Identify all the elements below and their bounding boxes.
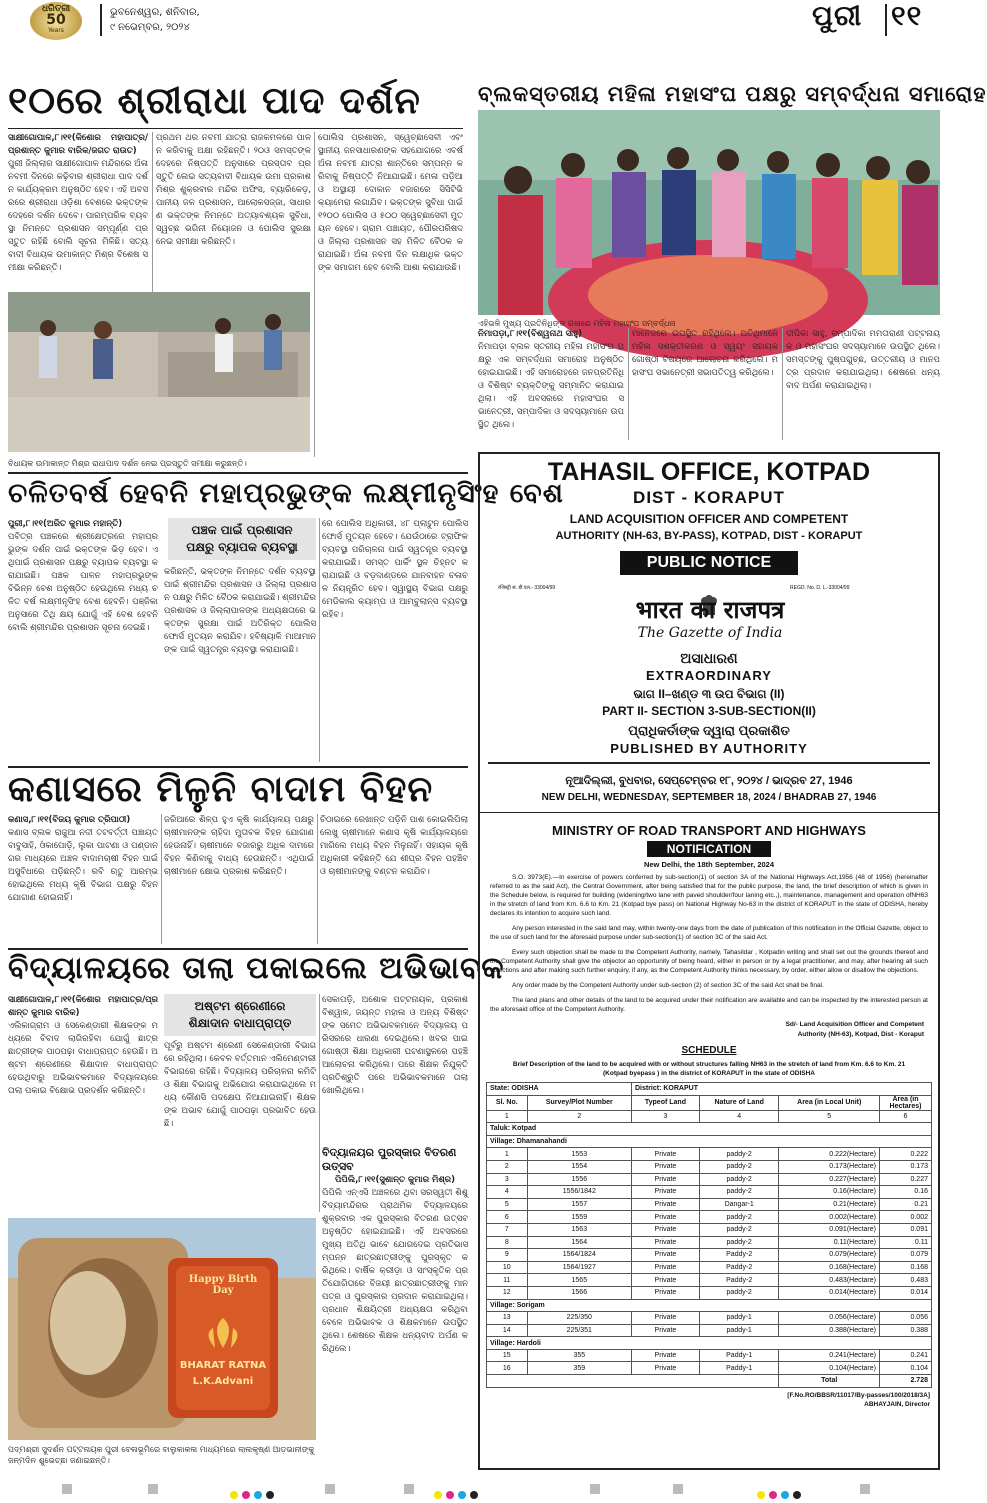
notification-date: New Delhi, the 18th September, 2024: [643, 860, 775, 869]
story2-col1: [478, 328, 624, 440]
table-cell: 7: [487, 1223, 528, 1236]
section-rule: [8, 472, 468, 474]
table-cell: Private: [631, 1211, 699, 1224]
table-cell: 0.21: [880, 1198, 932, 1211]
table-cell: 0.16(Hectare): [779, 1186, 880, 1199]
story3-subhead-box: [168, 518, 316, 560]
table-cell: 0.079(Hectare): [779, 1249, 880, 1262]
table-row: [487, 1211, 932, 1224]
logo-years: Years: [48, 27, 64, 34]
table-cell: 16: [487, 1362, 528, 1375]
story3-subhead-line2: ପକ୍ଷରୁ ବ୍ୟାପକ ବ୍ୟବସ୍ଥା: [186, 540, 298, 554]
table-cell: 0.173: [880, 1160, 932, 1173]
sand-text-name: L.K.Advani: [192, 1376, 254, 1387]
table-cell: 0.079: [880, 1249, 932, 1262]
state-label: State: ODISHA: [487, 1083, 632, 1096]
table-cell: paddy-2: [699, 1186, 779, 1199]
table-cell: 2: [487, 1160, 528, 1173]
gazette-date-en: NEW DELHI, WEDNESDAY, SEPTEMBER 18, 2024 / BHADRAB 27, 1946: [541, 792, 877, 803]
table-row: [487, 1324, 932, 1337]
story2-photo-caption: ଏହିଭଳି ମୁଖ୍ୟ ପ୍ରତିନିଧିଙ୍କ ଗଳାରେ ମହିଳା ମହାସଂଘ ସମ୍ବର୍ଦ୍ଧନା: [478, 319, 676, 328]
story2-headline: ବ୍ଲକସ୍ତରୀୟ ମହିଳା ମହାସଂଘ ପକ୍ଷରୁ ସମ୍ବର୍ଦ୍ଧନା ସମାରୋହ: [478, 82, 987, 106]
story2-text-col3: ଦୀପିକା ସାହୁ, ସମ୍ପାଦିକା ମମତାରାଣୀ ପଟ୍ଟନାୟକ ଓ ମହାସଂଘର ସଦସ୍ୟାମାନେ ଉପସ୍ଥିତ ଥିଲେ। ସମସ୍ତଙ୍କୁ ପୁଷ୍ପଗୁଚ୍ଛ, ଉତ୍ତରୀୟ ଓ ମାନପତ୍ର ପ୍ରଦାନ କରାଯାଇଥିଲା। ଶେଷରେ ଧନ୍ୟବାଦ ଅର୍ପଣ କରାଯାଇଥିଲା।: [786, 329, 940, 391]
signature-line2: Authority (NH-63), Kotpad, Dist - Koraput: [797, 1031, 924, 1038]
table-cell: 1564/1824: [527, 1249, 631, 1262]
page-divider: [885, 4, 887, 36]
story6-headline: ବିଦ୍ୟାଳୟର ପୁରସ୍କାର ବିତରଣ ଉତ୍ସବ: [322, 1146, 457, 1173]
logo-number: 50: [46, 12, 66, 28]
sand-art-photo: [8, 1218, 316, 1440]
table-row: [487, 1362, 932, 1375]
table-cell: 4: [487, 1186, 528, 1199]
col-rule: [319, 518, 320, 762]
district-label: District: KORAPUT: [631, 1083, 931, 1096]
table-row: [487, 1274, 932, 1287]
table-cell: Paddy-1: [699, 1349, 779, 1362]
col-header: Nature of Land: [699, 1095, 779, 1110]
registration-block: [404, 1484, 414, 1494]
table-cell: 0.241: [880, 1349, 932, 1362]
notice-district: DIST - KORAPUT: [633, 488, 785, 507]
col-rule: [317, 814, 318, 944]
table-cell: 0.222(Hectare): [779, 1148, 880, 1161]
gazette-date-odia: ନୂଆଦିଲ୍ଲୀ, ବୁଧବାର, ସେପ୍ଟେମ୍ବର ୧୮, ୨୦୨୪ / ଭାଦ୍ରବ 27, 1946: [565, 775, 853, 787]
felicitation-photo-image: [478, 110, 940, 315]
table-cell: 0.091: [880, 1223, 932, 1236]
table-cell: 0.056: [880, 1312, 932, 1325]
table-cell: 1564/1927: [527, 1261, 631, 1274]
table-cell: 359: [527, 1362, 631, 1375]
table-cell: Paddy-2: [699, 1249, 779, 1262]
print-registration-bar: [0, 1476, 945, 1497]
signature-line1: Sd/- Land Acquisition Officer and Competent: [785, 1021, 924, 1028]
table-cell: paddy-2: [699, 1286, 779, 1299]
part-en: PART II- SECTION 3-SUB-SECTION(II): [602, 704, 816, 718]
story2-dateline: ନିମାପଡ଼ା,୮।୧୧(ବିଶ୍ୱନାଥ ସାହୁ): [478, 329, 582, 339]
table-cell: Private: [631, 1173, 699, 1186]
table-cell: paddy-2: [699, 1173, 779, 1186]
place-date: [110, 5, 200, 35]
table-cell: 1556/1842: [527, 1186, 631, 1199]
story5-subhead-line1: ଅଷ୍ଟମ ଶ୍ରେଣୀରେ: [194, 999, 286, 1013]
story1-rule: [8, 128, 463, 129]
village-label: Village: Dhamanahandi: [487, 1135, 932, 1148]
table-row: [487, 1223, 932, 1236]
table-cell: 1: [487, 1148, 528, 1161]
notification-para1: S.O. 3973(E).—In exercise of powers conferred by sub-section(1) of section 3A of the National Highways Act,1956 (48 of 1956) (hereinafter referred to as the said Act), the Central Government, after being satisfied that for the public purpose, the land, the brief description of which is given in the Schedule below, is required for building (widening/two lane with paved shoulder/four laning etc.,), maintenance, management and operation ofNH63 in the stretch of land from Km. 6.6 to Km. 21 (Kotpad bye pass) on National Highway No-63 in the district of KORAPUT in the state of ODISHA, hereby declares its intention to acquire such land.: [490, 874, 928, 917]
director-signature: ABHAYJAIN, Director: [864, 1400, 930, 1408]
table-cell: 0.173(Hectare): [779, 1160, 880, 1173]
table-row: [487, 1349, 932, 1362]
table-cell: 0.002(Hectare): [779, 1211, 880, 1224]
place-date-line1: ଭୁବନେଶ୍ୱର, ଶନିବାର,: [110, 7, 200, 18]
table-row: [487, 1286, 932, 1299]
sand-text-birthday: Happy Birth Day: [188, 1274, 258, 1296]
table-cell: 6: [487, 1211, 528, 1224]
story3-col1: [8, 518, 158, 762]
story5-subhead-line2: ଶିକ୍ଷାଦାନ ବାଧାପ୍ରାପ୍ତ: [188, 1016, 292, 1030]
place-date-line2: ୯ ନଭେମ୍ବର, ୨୦୨୪: [110, 22, 190, 33]
table-cell: 1559: [527, 1211, 631, 1224]
page-name: ପୁରୀ: [812, 0, 863, 32]
gazette-reg-left: रजिस्ट्री सं. डी.एल.- 33004/99: [498, 585, 556, 591]
table-cell: 0.388: [880, 1324, 932, 1337]
sand-text-bharat-ratna: BHARAT RATNA: [179, 1360, 267, 1371]
table-cell: paddy-2: [699, 1223, 779, 1236]
table-cell: 1563: [527, 1223, 631, 1236]
notification-para4: Any order made by the Competent Authority under sub-section (2) of section 3C of the said Act shall be final.: [512, 982, 824, 989]
total-label: Total: [779, 1375, 880, 1388]
col-rule: [161, 814, 162, 944]
col-header: Sl. No.: [487, 1095, 528, 1110]
table-row: [487, 1186, 932, 1199]
table-cell: 0.227: [880, 1173, 932, 1186]
story6-body: ପିପିଲି ଏନ୍ଏସି ଅଞ୍ଚଳରେ ଥିବା ସରସ୍ୱତୀ ଶିଶୁ ବିଦ୍ୟାମନ୍ଦିରର ପ୍ରାଥମିକ ବିଦ୍ୟାଳୟରେ ଶୁକ୍ରବାର ଏକ ପୁରସ୍କାର ବିତରଣ ଉତ୍ସବ ଅନୁଷ୍ଠିତ ହୋଇଯାଇଛି। ଏହି ଅବସରରେ ମୁଖ୍ୟ ଅତିଥି ଭାବେ ଯୋଗଦେଇ ପ୍ରତିଭାସମ୍ପନ୍ନ ଛାତ୍ରଛାତ୍ରୀଙ୍କୁ ପୁରସ୍କୃତ କରିଥିଲେ। ବାର୍ଷିକ କ୍ରୀଡ଼ା ଓ ସାଂସ୍କୃତିକ ପ୍ରତିଯୋଗିତାରେ ବିଜୟୀ ଛାତ୍ରଛାତ୍ରୀଙ୍କୁ ମାନପତ୍ର ଓ ପୁରସ୍କାର ପ୍ରଦାନ କରାଯାଇଥିଲା। ପ୍ରଧାନ ଶିକ୍ଷୟିତ୍ରୀ ଅଧ୍ୟକ୍ଷତା କରିଥିବା ବେଳେ ଅଭିଭାବକ ଓ ଶିକ୍ଷକମାନେ ଉପସ୍ଥିତ ଥିଲେ। ଶେଷରେ ଶିକ୍ଷକ ଧନ୍ୟବାଦ ଅର୍ପଣ କରିଥିଲେ।: [322, 1188, 468, 1354]
registration-block: [860, 1484, 870, 1494]
gazette-english-title: The Gazette of India: [637, 625, 783, 641]
table-cell: 225/351: [527, 1324, 631, 1337]
col-number: 2: [527, 1110, 631, 1123]
story6-block: [322, 1146, 468, 1462]
col-header: Area (in Local Unit): [779, 1095, 880, 1110]
extraordinary-en: EXTRAORDINARY: [646, 668, 772, 683]
table-cell: 1565: [527, 1274, 631, 1287]
notification-banner: NOTIFICATION: [647, 841, 771, 857]
story5-text-col2: ପୂର୍ବରୁ ଅଷ୍ଟମ ଶ୍ରେଣୀ ସେକେଣ୍ଡାରୀ ବିଭାଗରେ ରହିଥିଲା। କେବଳ ବର୍ତ୍ତମାନ ଏଲିମେଣ୍ଟାରୀ ବିଭାଗରେ ରହିଛି। ବିଦ୍ୟାଳୟ ପରିଚାଳନା କମିଟି ଓ ଶିକ୍ଷା ବିଭାଗକୁ ଅଭିଯୋଗ କରାଯାଇଥିଲେ ମଧ୍ୟ କୌଣସି ପଦକ୍ଷେପ ନିଆଯାଇନାହିଁ। ଶିକ୍ଷକଙ୍କ ଅଭାବ ଯୋଗୁଁ ପାଠପଢ଼ା ପ୍ରଭାବିତ ହେଉଛି।: [164, 1041, 316, 1129]
table-cell: 5: [487, 1198, 528, 1211]
table-cell: 1556: [527, 1173, 631, 1186]
table-cell: Private: [631, 1261, 699, 1274]
story5-dateline: ସାକ୍ଷୀଗୋପାଳ,୮।୧୧(କିଶୋର ମହାପାତ୍ର/ପ୍ରଶାନ୍ତ କୁମାର ବାରିକ): [8, 995, 158, 1018]
notification-para5: The land plans and other details of the land to be acquired under their notification are available and can be inspected by the interested person at the aforesaid office of the Competent Authority.: [490, 997, 928, 1013]
table-cell: Dangar-1: [699, 1198, 779, 1211]
story3-headline: ଚଳିତବର୍ଷ ହେବନି ମହାପ୍ରଭୁଙ୍କ ଲକ୍ଷ୍ମୀନୃସିଂହ ବେଶ: [8, 478, 564, 509]
story1-text-col2: ପ୍ରଥମ ଥର ନବମୀ ଯାତ୍ରା ରାଜକମଳରେ ପାଳନ କରିବାକୁ ଅକ୍ଷା ରହିଛନ୍ତି। ୨୦ଓ ସମସ୍ତଙ୍କ ଦେହରେ ନିଷ୍ପତ୍ତି ଅନୁସାରେ ପ୍ରସ୍ତାବ ପ୍ରସ୍ତୁତି ଲେଇ ସତ୍ୟବାଦୀ ବିଧାୟକ ଉମା ପ୍ରକାଶ ମିଶ୍ର ଶୁକ୍ରବାର ମନ୍ଦିର ଅଫିସ, ବ୍ୟାରିକେଡ଼, ପାନୀୟ ଜଳ ପ୍ରଶାସନ, ଆଲୋକସଜ୍ଜା, ସାଧାରଣ ଭକ୍ତଙ୍କ ନିମନ୍ତେ ଅତ୍ୟାବଶ୍ୟକ ସୁବିଧା, ସ୍ୱଚ୍ଛ ଭଗିନୀ ନିୟୋଜନ ଓ ପୋଲିସ ସୁରକ୍ଷା ନେଇ ସମୀକ୍ଷା କରିଛନ୍ତି।: [156, 133, 311, 247]
meeting-photo-image: [8, 292, 310, 452]
table-cell: 0.014: [880, 1286, 932, 1299]
schedule-table: [486, 1082, 932, 1388]
table-cell: paddy-1: [699, 1312, 779, 1325]
story6-dateline: ପିପିଲି,୮।୧୧(ସୁଶାନ୍ତ କୁମାର ମିଶ୍ର): [334, 1175, 455, 1185]
table-cell: Private: [631, 1274, 699, 1287]
story2-text-col1: ନିମାପଡ଼ା ବ୍ଲକ ସ୍ତରୀୟ ମହିଳା ମହାସଂଘ ପକ୍ଷରୁ ଏକ ସମ୍ବର୍ଦ୍ଧନା ସମାରୋହ ଅନୁଷ୍ଠିତ ହୋଇଯାଇଛି। ଏହି ସମାରୋହରେ ଜନପ୍ରତିନିଧି ଓ ବିଶିଷ୍ଟ ବ୍ୟକ୍ତିଙ୍କୁ ସମ୍ମାନିତ କରାଯାଇଥିଲା। ଏହି ଅବସରରେ ମହାସଂଘର ସଭାନେତ୍ରୀ, ସମ୍ପାଦିକା ଓ ସଦସ୍ୟାମାନେ ଉପସ୍ଥିତ ଥିଲେ।: [478, 342, 624, 430]
total-value: 2.728: [880, 1375, 932, 1388]
table-cell: 3: [487, 1173, 528, 1186]
table-cell: 1553: [527, 1148, 631, 1161]
public-notice-banner: PUBLIC NOTICE: [620, 551, 798, 575]
story1-text-col3: ପୋଲିସ ପ୍ରଶାସନ, ସ୍ୱେଚ୍ଛାସେବୀ ଏବଂ ସ୍ଥାନୀୟ ଜନସାଧାରଣଙ୍କ ସହଯୋଗରେ ଏବର୍ଷ ଅଁଳା ନବମୀ ଯାତ୍ରା ଶାନ୍ତିରେ ସମ୍ପନ୍ନ କରିବାକୁ ନିଷ୍ପତ୍ତି ନିଆଯାଇଛି। ମେଳା ପଡ଼ିଆ ଓ ଅସ୍ଥାୟୀ ଦୋକାନ ବଜାରରେ ସିସିଟିଭି କ୍ୟାମେରା ଲଗାଯିବ। ଭକ୍ତଙ୍କ ସୁବିଧା ପାଇଁ ୧୨୦୦ ପୋଲିସ ଓ ୫୦୦ ସ୍ୱେଚ୍ଛାସେବୀ ମୁତୟନ ହେବେ। ଗ୍ରାମ ପଞ୍ଚାୟତ, ପୌରପରିଷଦ ଓ ଜିଲ୍ଲା ପ୍ରଶାସନ ସହ ମିଳିତ ବୈଠକ କରାଯାଇଛି। ଅଁଳା ନବମୀ ଦିନ ଲକ୍ଷାଧିକ ଭକ୍ତଙ୍କ ସମାଗମ ହେବ ବୋଲି ଆଶା କରାଯାଉଛି।: [318, 133, 463, 273]
table-cell: 14: [487, 1324, 528, 1337]
story5-text-col1: ଏଲିକାଗ୍ରାମ ଓ ସେକେଣ୍ଡାରୀ ଶିକ୍ଷକଙ୍କ ମଧ୍ୟରେ ବିବାଦ ଲାଗିରହିବା ଯୋଗୁଁ ଛାତ୍ରଛାତ୍ରୀଙ୍କ ପାଠପଢ଼ା ବାଧାପ୍ରାପ୍ତ ହେଉଛି। ଅଷ୍ଟମ ଶ୍ରେଣୀରେ ଶିକ୍ଷାଦାନ ବାଧାପ୍ରାପ୍ତ ହେଉଥିବାରୁ ଅଭିଭାବକମାନେ ବିଦ୍ୟାଳୟରେ ତାଲା ପକାଇ ବିକ୍ଷୋଭ ପ୍ରଦର୍ଶନ କରିଛନ୍ତି।: [8, 1021, 158, 1096]
story3-text-col2: କରିଛନ୍ତି, ଭକ୍ତଙ୍କ ନିମନ୍ତେ ଦର୍ଶନ ବ୍ୟବସ୍ଥା ପାଇଁ ଶ୍ରୀମନ୍ଦିର ପ୍ରଶାସନ ଓ ଜିଲ୍ଲା ପ୍ରଶାସନ ପକ୍ଷରୁ ମିଳିତ ବୈଠକ କରାଯାଇଛି। ଶ୍ରୀମନ୍ଦିର ପ୍ରଶାସକ ଓ ଜିଲ୍ଲାପାଳଙ୍କ ଅଧ୍ୟକ୍ଷତାରେ ଭକ୍ତଙ୍କ ସୁରକ୍ଷା ପାଇଁ ଅତିରିକ୍ତ ପୋଲିସ ଫୋର୍ସ ମୁତୟନ କରାଯିବ। ହବିଷ୍ୟାଳି ମାଆମାନଙ୍କ ପାଇଁ ସ୍ୱତନ୍ତ୍ର ବ୍ୟବସ୍ଥା କରାଯାଇଛି।: [164, 567, 316, 655]
table-cell: 1557: [527, 1198, 631, 1211]
col-number: 5: [779, 1110, 880, 1123]
notification-para3: Every such objection shall be made to the Competent Authority, namely, Tahasildar , Kotpadin writing and shall set out the grounds thereof and the Competent Authority shall give the objector an opportunity of being heard, either in person or by a legal practitioner, and may, after hearing all such objections and after making such further enquiry, if any, as the Competent Authority thinks necessary, by order, either allow or disallow the objections.: [490, 949, 928, 974]
village-label: Village: Hardoli: [487, 1337, 932, 1350]
col-rule: [628, 328, 629, 440]
col-number: 1: [487, 1110, 528, 1123]
color-dots: [432, 1484, 480, 1503]
page-number: ୧୧: [891, 0, 923, 32]
registration-block: [590, 1484, 600, 1494]
table-cell: Private: [631, 1249, 699, 1262]
table-cell: Private: [631, 1186, 699, 1199]
registration-block: [673, 1484, 683, 1494]
notice-officer: LAND ACQUISITION OFFICER AND COMPETENT: [569, 512, 849, 526]
notification-para2: Any person interested in the said land may, within twenty-one days from the date of publication of this notification in the Official Gazette, object to the use of such land for the aforesaid purpose under sub-section(1) of section 3C of the said Act.: [490, 925, 928, 941]
table-cell: 0.388(Hectare): [779, 1324, 880, 1337]
story5-col1: [8, 994, 158, 1212]
table-row: [487, 1312, 932, 1325]
table-row: [487, 1236, 932, 1249]
table-cell: 11: [487, 1274, 528, 1287]
table-cell: 13: [487, 1312, 528, 1325]
sand-art-image: [8, 1218, 316, 1440]
table-cell: Paddy-2: [699, 1274, 779, 1287]
table-cell: paddy-2: [699, 1160, 779, 1173]
table-cell: 0.104(Hectare): [779, 1362, 880, 1375]
col-rule: [314, 132, 315, 457]
registration-block: [62, 1484, 72, 1494]
table-cell: 0.222: [880, 1148, 932, 1161]
schedule-rows: [487, 1135, 932, 1374]
table-cell: 15: [487, 1349, 528, 1362]
story4-text-col1: କଣାସ ବ୍ଲକ ରାଜୁଆ ନଦୀ ତଟବର୍ତ୍ତୀ ପଞ୍ଚାୟତ ବାବୁସାହି, ଓଁକାପୋଡ଼ି, ଲୁକା ପାଟଣା ଓ ପଣ୍ଡାନଗର ମାଧ୍ୟରେ ଅଞ୍ଚଳ ବାଦାମଚାଷୀ ବିହନ ପାଇଁ ଅସୁବିଧାରେ ପଡ଼ିଛନ୍ତି। ରବି ଋତୁ ଆରମ୍ଭ ହୋଇଥିଲେ ମଧ୍ୟ କୃଷି ବିଭାଗ ପକ୍ଷରୁ ବିହନ ଯୋଗାଣ ହୋଇନାହିଁ।: [8, 828, 158, 903]
table-cell: 0.11(Hectare): [779, 1236, 880, 1249]
notice-authority: AUTHORITY (NH-63, BY-PASS), KOTPAD, DIST - KORAPUT: [555, 530, 863, 542]
public-notice: [478, 452, 940, 1470]
story2-text-col2: ମାନେଜରେ ଉପସ୍ଥିତ ରହିଥିଲେ। ଅତିଥିମାନେ ମହିଳା ସଶକ୍ତୀକରଣ ଓ ସ୍ୱୟଂ ସହାୟକ ଗୋଷ୍ଠୀ ବିଷୟରେ ଆଲୋଚନା କରିଥିଲେ। ମହାସଂଘ ସଭାନେତ୍ରୀ ସଭାପତିତ୍ୱ କରିଥିଲେ।: [632, 329, 778, 378]
story5-subhead-box: [164, 994, 316, 1036]
table-cell: paddy-1: [699, 1324, 779, 1337]
story1-dateline: ସାକ୍ଷୀଗୋପାଳ,୮।୧୧(କିଶୋର ମହାପାତ୍ର/ ପ୍ରଶାନ୍ତ କୁମାର ବାରିକ/ଜଗତ ରାଉତ): [8, 133, 148, 156]
story5-text-col3: ସେକାପଡ଼ି, ଅଶୋକ ପଟ୍ଟନାୟକ, ପ୍ରକାଶ ବିଶ୍ୱାଳ, ଜୟନ୍ତ ମହାଳା ଓ ଅନ୍ୟ ବିଶିଷ୍ଟଙ୍କ ସମେତ ଅଭିଭାବକମାନେ ବିଦ୍ୟାଳୟ ପରିସରରେ ଧାରଣା ଦେଇଥିଲେ। ଖବର ପାଇ ଗୋଷ୍ଠୀ ଶିକ୍ଷା ଅଧିକାରୀ ଘଟଣାସ୍ଥଳରେ ପହଞ୍ଚି ଆଲୋଚନା କରିଥିଲେ। ପରେ ଶିକ୍ଷକ ନିଯୁକ୍ତି ପ୍ରତିଶ୍ରୁତି ପରେ ଅଭିଭାବକମାନେ ତାଲା ଖୋଲିଥିଲେ।: [322, 995, 468, 1096]
story3-dateline: ପୁରୀ,୮।୧୧(ଅରିତ କୁମାର ମହାନ୍ତି): [8, 519, 123, 529]
table-cell: Private: [631, 1349, 699, 1362]
schedule-description: Brief Description of the land to be acquired with or without structures falling NH63 in the stretch of land from Km. 6.6 to Km. 21 (Kotpad byepass ) in the district of KORAPUT in the state of ODISHA: [512, 1061, 906, 1077]
table-cell: 0.104: [880, 1362, 932, 1375]
col-number: 6: [880, 1110, 932, 1123]
table-cell: 10: [487, 1261, 528, 1274]
table-cell: 355: [527, 1349, 631, 1362]
table-cell: Private: [631, 1312, 699, 1325]
col-header: Area (in Hectares): [880, 1095, 932, 1110]
schedule-title: SCHEDULE: [681, 1045, 737, 1056]
published-en: PUBLISHED BY AUTHORITY: [610, 741, 808, 756]
story2-photo: [478, 110, 940, 315]
table-cell: 0.21(Hectare): [779, 1198, 880, 1211]
table-cell: 225/350: [527, 1312, 631, 1325]
col-rule: [782, 328, 783, 440]
col-header: Typeof Land: [631, 1095, 699, 1110]
table-cell: Private: [631, 1223, 699, 1236]
table-cell: Paddy-2: [699, 1261, 779, 1274]
table-cell: 0.002: [880, 1211, 932, 1224]
table-cell: 0.168: [880, 1261, 932, 1274]
registration-block: [325, 1484, 335, 1494]
anniversary-logo: [30, 2, 82, 40]
table-cell: paddy-2: [699, 1236, 779, 1249]
village-label: Village: Sorigam: [487, 1299, 932, 1312]
color-dots: [755, 1484, 803, 1503]
story1-photo-caption: ବିଧାୟକ ଉମାକାନ୍ତ ମିଶ୍ର ରାଧାପାଦ ଦର୍ଶନ ନେଇ ପ୍ରସ୍ତୁତି ସମୀକ୍ଷା କରୁଛନ୍ତି।: [8, 459, 247, 468]
col-number: 3: [631, 1110, 699, 1123]
table-cell: paddy-2: [699, 1211, 779, 1224]
table-cell: 0.241(Hectare): [779, 1349, 880, 1362]
table-cell: 0.16: [880, 1186, 932, 1199]
story4-dateline: କଣାସ,୮।୧୧(ବିଜୟ କୁମାର ତ୍ରିପାଠୀ): [8, 815, 131, 825]
logo-title: ଧରିତ୍ରୀ: [41, 4, 71, 14]
story1-text-col1: ପୁରୀ ଜିଲ୍ଲାର ସାକ୍ଷୀଗୋପାଳ ମନ୍ଦିରରେ ଅଁଳା ନବମୀ ଦିନରେ କଢ଼ିବାର ଶ୍ରୀରାଧା ପାଦ ଦର୍ଶନ କାର୍ଯ୍ୟକ୍ରମ ଅନୁଷ୍ଠିତ ହେବ। ଏହି ଅବସରରେ ଶ୍ରୀରାଧା ଓଡ଼ିଶା ବେଶରେ ଭକ୍ତଙ୍କ ଦେହରେ ଦର୍ଶନ ଦେବେ। ପାରମ୍ପରିକ ବ୍ୟବସ୍ଥା ନିମନ୍ତେ ପ୍ରଶାସନ ସମ୍ପୂର୍ଣ୍ଣ ପ୍ରସ୍ତୁତ ରହିଛି ବୋଲି ସୂଚନା ମିଳିଛି। ସତ୍ୟବାଦୀ ବିଧାୟକ ଉମାକାନ୍ତ ମିଶ୍ର ବିଶେଷ ସମୀକ୍ଷା କରିଛନ୍ତି।: [8, 159, 148, 273]
masthead-rule: [100, 4, 102, 36]
table-cell: Paddy-1: [699, 1362, 779, 1375]
table-cell: 0.014(Hectare): [779, 1286, 880, 1299]
table-row: [487, 1261, 932, 1274]
part-odia: ଭାଗ II–ଖଣ୍ଡ ୩ ଉପ ବିଭାଗ (II): [633, 687, 785, 701]
taluk-label: Taluk: Kotpad: [487, 1123, 932, 1136]
table-cell: 9: [487, 1249, 528, 1262]
extraordinary-odia: ଅସାଧାରଣ: [680, 650, 738, 666]
col-number: 4: [699, 1110, 779, 1123]
table-cell: 0.227(Hectare): [779, 1173, 880, 1186]
story3-text-col1: ପବିତ୍ର ପଞ୍ଚକରେ ଶ୍ରୀକ୍ଷେତ୍ରରେ ମହାପ୍ରଭୁଙ୍କ ଦର୍ଶନ ପାଇଁ ଭକ୍ତଙ୍କ ଭିଡ଼ ହେବ। ଏଥିପାଇଁ ପ୍ରଶାସନ ପକ୍ଷରୁ ବ୍ୟାପକ ବ୍ୟବସ୍ଥା କରାଯାଇଛି। ପଞ୍ଚକ ପାଳନ ମହାପ୍ରଭୁଙ୍କ ବିଭିନ୍ନ ବେଶ ଅନୁଷ୍ଠିତ ହେଉଥିଲେ ମଧ୍ୟ ଚଳିତ ବର୍ଷ ଲକ୍ଷ୍ମୀନୃସିଂହ ବେଶ ହେବନି। ପଞ୍ଜିକା ଅନୁସାରେ ତିଥି କ୍ଷୟ ଯୋଗୁଁ ଏହି ବେଶ ହେବନି ବୋଲି ଶ୍ରୀମନ୍ଦିର ପ୍ରଶାସନ ସୂଚନା ଦେଇଛି।: [8, 532, 158, 633]
table-row: [487, 1249, 932, 1262]
masthead: [0, 0, 945, 40]
registration-block: [148, 1484, 158, 1494]
notice-office-title: TAHASIL OFFICE, KOTPAD: [547, 458, 871, 486]
color-dots: [228, 1484, 276, 1503]
table-cell: Private: [631, 1324, 699, 1337]
story1-headline: ୧୦ରେ ଶ୍ରୀରାଧା ପାଦ ଦର୍ଶନ: [8, 79, 421, 122]
table-cell: 0.483: [880, 1274, 932, 1287]
table-row: [487, 1198, 932, 1211]
section-rule: [8, 766, 468, 768]
table-cell: 0.483(Hectare): [779, 1274, 880, 1287]
table-cell: 0.056(Hectare): [779, 1312, 880, 1325]
sand-art-caption: ପଦ୍ମଶ୍ରୀ ସୁଦର୍ଶନ ପଟ୍ଟନାୟକ ପୁରୀ ବେଳାଭୂମିରେ ବାଲୁକାକଳା ମାଧ୍ୟମରେ ଲାଲକୃଷ୍ଣ ଆଡ଼ଭାନୀଙ୍କୁ ଜନ୍ମଦିନ ଶୁଭେଚ୍ଛା ଜଣାଇଛନ୍ତି।: [8, 1445, 315, 1465]
gazette-reg-right: REGD. No. D. L.-33004/99: [790, 585, 850, 591]
table-cell: 8: [487, 1236, 528, 1249]
section-rule: [8, 948, 468, 950]
ministry-title: MINISTRY OF ROAD TRANSPORT AND HIGHWAYS: [552, 823, 866, 838]
table-cell: Private: [631, 1286, 699, 1299]
story4-text-col2: ଜରିଆରେ ଶିଳ୍ପ ହୁଏ କୃଷି କାର୍ଯ୍ୟାଳୟ ପକ୍ଷରୁ ଚାଷୀମାନଙ୍କ ଚାହିଦା ମୁତାବକ ବିହନ ଯୋଗାଣ ହେଉନାହିଁ। ଚାଷୀମାନେ ବଜାରରୁ ଅଧିକ ଦାମରେ ବିହନ କିଣିବାକୁ ବାଧ୍ୟ ହେଉଛନ୍ତି। ଏଥିପାଇଁ ଚାଷୀମାନେ କ୍ଷୋଭ ପ୍ରକାଶ କରିଛନ୍ତି।: [164, 815, 314, 877]
table-cell: Private: [631, 1160, 699, 1173]
table-cell: paddy-2: [699, 1148, 779, 1161]
table-cell: 1564: [527, 1236, 631, 1249]
table-row: [487, 1148, 932, 1161]
table-cell: Private: [631, 1236, 699, 1249]
table-row: [487, 1160, 932, 1173]
story4-text-col3: ଚିଠାଇରେ ରେଖାନ୍ତ ପଡ଼ିନି ପାଶ କୋଇଲିପିଲା ଲେଖୁ ଚାଷୀମାନେ କଣାସ କୃଷି କାର୍ଯ୍ୟାଳୟରେ ମାଗିଲେ ମଧ୍ୟ ବିହନ ମିଳୁନାହିଁ। ସହାୟକ କୃଷି ଅଧିକାରୀ କହିଛନ୍ତି ଯେ ଶୀଘ୍ର ବିହନ ପହଞ୍ଚିବ ଓ ଚାଷୀମାନଙ୍କୁ ବଣ୍ଟନ କରାଯିବ।: [320, 815, 468, 877]
story1-photo: [8, 292, 310, 452]
col-rule: [319, 994, 320, 1212]
story5-headline: ବିଦ୍ୟାଳୟରେ ତାଲା ପକାଇଲେ ଅଭିଭାବକ: [8, 951, 505, 986]
story4-col1: [8, 814, 158, 944]
table-cell: 12: [487, 1286, 528, 1299]
table-cell: 0.11: [880, 1236, 932, 1249]
story3-text-col3: ରେ ପୋଲିସ ଅଧିକାରୀ, ୪୮ ପ୍ଲାଟୁନ ପୋଲିସ ଫୋର୍ସ ମୁତୟନ ହେବେ। ଯେଉଁଠାରେ ଟ୍ରାଫିକ ବ୍ୟବସ୍ଥା ପରିଚାଳନା ପାଇଁ ସ୍ୱତନ୍ତ୍ର ବ୍ୟବସ୍ଥା କରାଯାଇଛି। ସମସ୍ତ ପାର୍କିଂ ସ୍ଥଳ ଚିହ୍ନଟ କରାଯାଇଛି ଓ ବଡ଼ଦାଣ୍ଡରେ ଯାନବାହନ ଚଳାଚଳ ନିୟନ୍ତ୍ରିତ ହେବ। ସ୍ୱାସ୍ଥ୍ୟ ବିଭାଗ ପକ୍ଷରୁ ମେଡିକାଲ କ୍ୟାମ୍ପ ଓ ଆମ୍ବୁଲାନ୍ସ ବ୍ୟବସ୍ଥା ରହିବ।: [322, 519, 468, 620]
story4-headline: କଣାସରେ ମିଳୁନି ବାଦାମ ବିହନ: [8, 769, 434, 810]
table-cell: 0.091(Hectare): [779, 1223, 880, 1236]
table-row: [487, 1173, 932, 1186]
table-cell: 1566: [527, 1286, 631, 1299]
table-cell: 0.168(Hectare): [779, 1261, 880, 1274]
table-cell: 1554: [527, 1160, 631, 1173]
table-cell: Private: [631, 1362, 699, 1375]
file-number: [F.No.RO/BBSR/11017/By-passes/100/2018/3A]: [787, 1391, 930, 1399]
published-odia: ପ୍ରାଧିକର୍ତାଙ୍କ ଦ୍ୱାରା ପ୍ରକାଶିତ: [628, 723, 790, 738]
col-header: Survey/Plot Number: [527, 1095, 631, 1110]
table-cell: Private: [631, 1148, 699, 1161]
gazette-hindi-title: भारत का राजपत्र: [635, 595, 785, 624]
story3-subhead-line1: ପଞ୍ଚକ ପାଇଁ ପ୍ରଶାସନ: [191, 523, 293, 537]
table-cell: Private: [631, 1198, 699, 1211]
